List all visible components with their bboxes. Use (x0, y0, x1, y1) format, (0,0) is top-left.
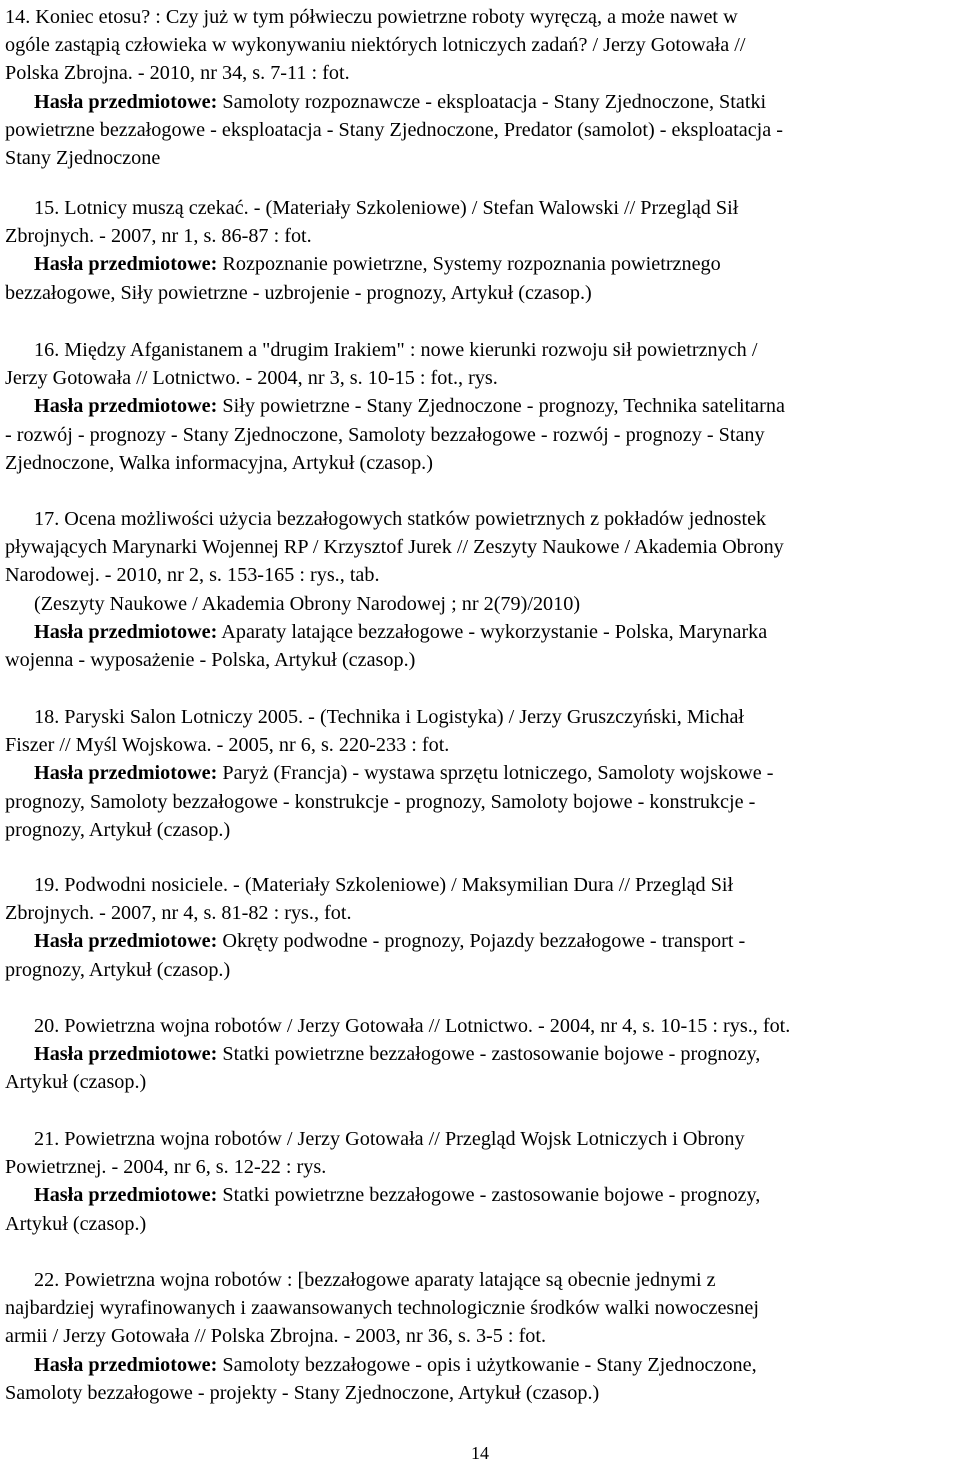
bibliography-entry-22 (5, 1266, 957, 1407)
subject-headings-text: Okręty podwodne - prognozy, Pojazdy bezzałogowe - transport - (217, 930, 746, 953)
entry-text-line: Polska Zbrojna. - 2010, nr 34, s. 7-11 : fot. (5, 62, 350, 85)
subject-headings-text: Aparaty latające bezzałogowe - wykorzystanie - Polska, Marynarka (217, 620, 768, 643)
entry-text-line: Jerzy Gotowała // Lotnictwo. - 2004, nr 3, s. 10-15 : fot., rys. (5, 367, 498, 390)
subject-headings (5, 1040, 957, 1068)
subject-headings-text: Stany Zjednoczone (5, 147, 161, 170)
subject-headings-text: Artykuł (czasop.) (5, 1071, 147, 1094)
bibliography-entry-16 (5, 336, 957, 477)
subject-headings-text: powietrzne bezzałogowe - eksploatacja - Stany Zjednoczone, Predator (samolot) - eksploatacja - (5, 118, 784, 141)
bibliography-entry-18 (5, 703, 957, 844)
subject-headings-label: Hasła przedmiotowe: (34, 253, 218, 276)
series-statement: (Zeszyty Naukowe / Akademia Obrony Narodowej ; nr 2(79)/2010) (34, 592, 581, 615)
entry-text-line: armii / Jerzy Gotowała // Polska Zbrojna. - 2003, nr 36, s. 3-5 : fot. (5, 1325, 547, 1348)
bibliography-entry-19 (5, 871, 957, 984)
subject-headings-text: Paryż (Francja) - wystawa sprzętu lotniczego, Samoloty wojskowe - (217, 762, 774, 785)
entry-text-line: 21. Powietrzna wojna robotów / Jerzy Gotowała // Przegląd Wojsk Lotniczych i Obrony (34, 1128, 745, 1150)
subject-headings-text: - rozwój - prognozy - Stany Zjednoczone, Samoloty bezzałogowe - rozwój - prognozy - Stany (5, 423, 765, 446)
subject-headings-label: Hasła przedmiotowe: (34, 1353, 218, 1376)
subject-headings-label: Hasła przedmiotowe: (34, 620, 218, 643)
entry-text-line: 20. Powietrzna wojna robotów / Jerzy Gotowała // Lotnictwo. - 2004, nr 4, s. 10-15 : rys., fot. (34, 1015, 791, 1037)
entry-text-line: pływających Marynarki Wojennej RP / Krzysztof Jurek // Zeszyty Naukowe / Akademia Obrony (5, 536, 784, 559)
subject-headings-text: prognozy, Artykuł (czasop.) (5, 818, 231, 841)
bibliography-entry-20 (5, 1012, 957, 1097)
subject-headings-label: Hasła przedmiotowe: (34, 930, 218, 953)
entry-text-line: Fiszer // Myśl Wojskowa. - 2005, nr 6, s. 220-233 : fot. (5, 734, 450, 757)
subject-headings-text: Statki powietrzne bezzałogowe - zastosowanie bojowe - prognozy, (217, 1184, 761, 1207)
entry-text-line: 18. Paryski Salon Lotniczy 2005. - (Technika i Logistyka) / Jerzy Gruszczyński, Michał (34, 706, 745, 728)
subject-headings-label: Hasła przedmiotowe: (34, 762, 218, 785)
subject-headings (5, 759, 957, 787)
bibliography-entry-17 (5, 505, 957, 674)
page-number: 14 (471, 1443, 489, 1463)
bibliography-entry-15 (5, 194, 957, 307)
subject-headings-text: Artykuł (czasop.) (5, 1212, 147, 1235)
entry-text-line: najbardziej wyrafinowanych i zaawansowanych technologicznie środków walki nowoczesnej (5, 1297, 759, 1320)
subject-headings-label: Hasła przedmiotowe: (34, 90, 218, 113)
entry-text-line: 14. Koniec etosu? : Czy już w tym półwieczu powietrzne roboty wyręczą, a może nawet w (5, 6, 738, 28)
bibliography-entry-21 (5, 1125, 957, 1238)
subject-headings-label: Hasła przedmiotowe: (34, 1184, 218, 1207)
subject-headings-text: Samoloty rozpoznawcze - eksploatacja - Stany Zjednoczone, Statki (217, 90, 767, 113)
subject-headings-text: Statki powietrzne bezzałogowe - zastosowanie bojowe - prognozy, (217, 1043, 761, 1066)
entry-text-line: Narodowej. - 2010, nr 2, s. 153-165 : rys., tab. (5, 564, 380, 587)
subject-headings (5, 618, 957, 646)
subject-headings-text: Samoloty bezzałogowe - opis i użytkowanie - Stany Zjednoczone, (217, 1353, 757, 1376)
subject-headings (5, 88, 957, 116)
subject-headings-label: Hasła przedmiotowe: (34, 395, 218, 418)
subject-headings-text: prognozy, Artykuł (czasop.) (5, 958, 231, 981)
subject-headings (5, 250, 957, 278)
subject-headings-label: Hasła przedmiotowe: (34, 1043, 218, 1066)
subject-headings-text: prognozy, Samoloty bezzałogowe - konstrukcje - prognozy, Samoloty bojowe - konstrukcje - (5, 790, 756, 813)
entry-text-line: 22. Powietrzna wojna robotów : [bezzałogowe aparaty latające są obecnie jednymi z (34, 1269, 716, 1291)
bibliography-entry-14 (5, 3, 957, 172)
subject-headings-text: Rozpoznanie powietrzne, Systemy rozpoznania powietrznego (217, 253, 721, 276)
subject-headings (5, 927, 957, 955)
subject-headings (5, 392, 957, 420)
entry-text-line: ogóle zastąpią człowieka w wykonywaniu niektórych lotniczych zadań? / Jerzy Gotowała // (5, 34, 746, 57)
subject-headings-text: Samoloty bezzałogowe - projekty - Stany Zjednoczone, Artykuł (czasop.) (5, 1381, 600, 1404)
entry-text-line: 15. Lotnicy muszą czekać. - (Materiały Szkoleniowe) / Stefan Walowski // Przegląd Sił (34, 197, 739, 219)
subject-headings-text: bezzałogowe, Siły powietrzne - uzbrojenie - prognozy, Artykuł (czasop.) (5, 281, 592, 304)
entry-text-line: 17. Ocena możliwości użycia bezzałogowych statków powietrznych z pokładów jednostek (34, 508, 767, 530)
subject-headings-text: Siły powietrzne - Stany Zjednoczone - prognozy, Technika satelitarna (217, 395, 785, 418)
entry-text-line: Powietrznej. - 2004, nr 6, s. 12-22 : rys. (5, 1156, 327, 1179)
subject-headings-text: wojenna - wyposażenie - Polska, Artykuł (czasop.) (5, 649, 416, 672)
subject-headings (5, 1181, 957, 1209)
entry-text-line: 19. Podwodni nosiciele. - (Materiały Szkoleniowe) / Maksymilian Dura // Przegląd Sił (34, 874, 734, 896)
entry-text-line: 16. Między Afganistanem a "drugim Irakiem" : nowe kierunki rozwoju sił powietrznych / (34, 339, 758, 361)
entry-text-line: Zbrojnych. - 2007, nr 4, s. 81-82 : rys., fot. (5, 902, 352, 925)
subject-headings-text: Zjednoczone, Walka informacyjna, Artykuł (czasop.) (5, 451, 433, 474)
entry-text-line: Zbrojnych. - 2007, nr 1, s. 86-87 : fot. (5, 225, 312, 248)
subject-headings (5, 1351, 957, 1379)
